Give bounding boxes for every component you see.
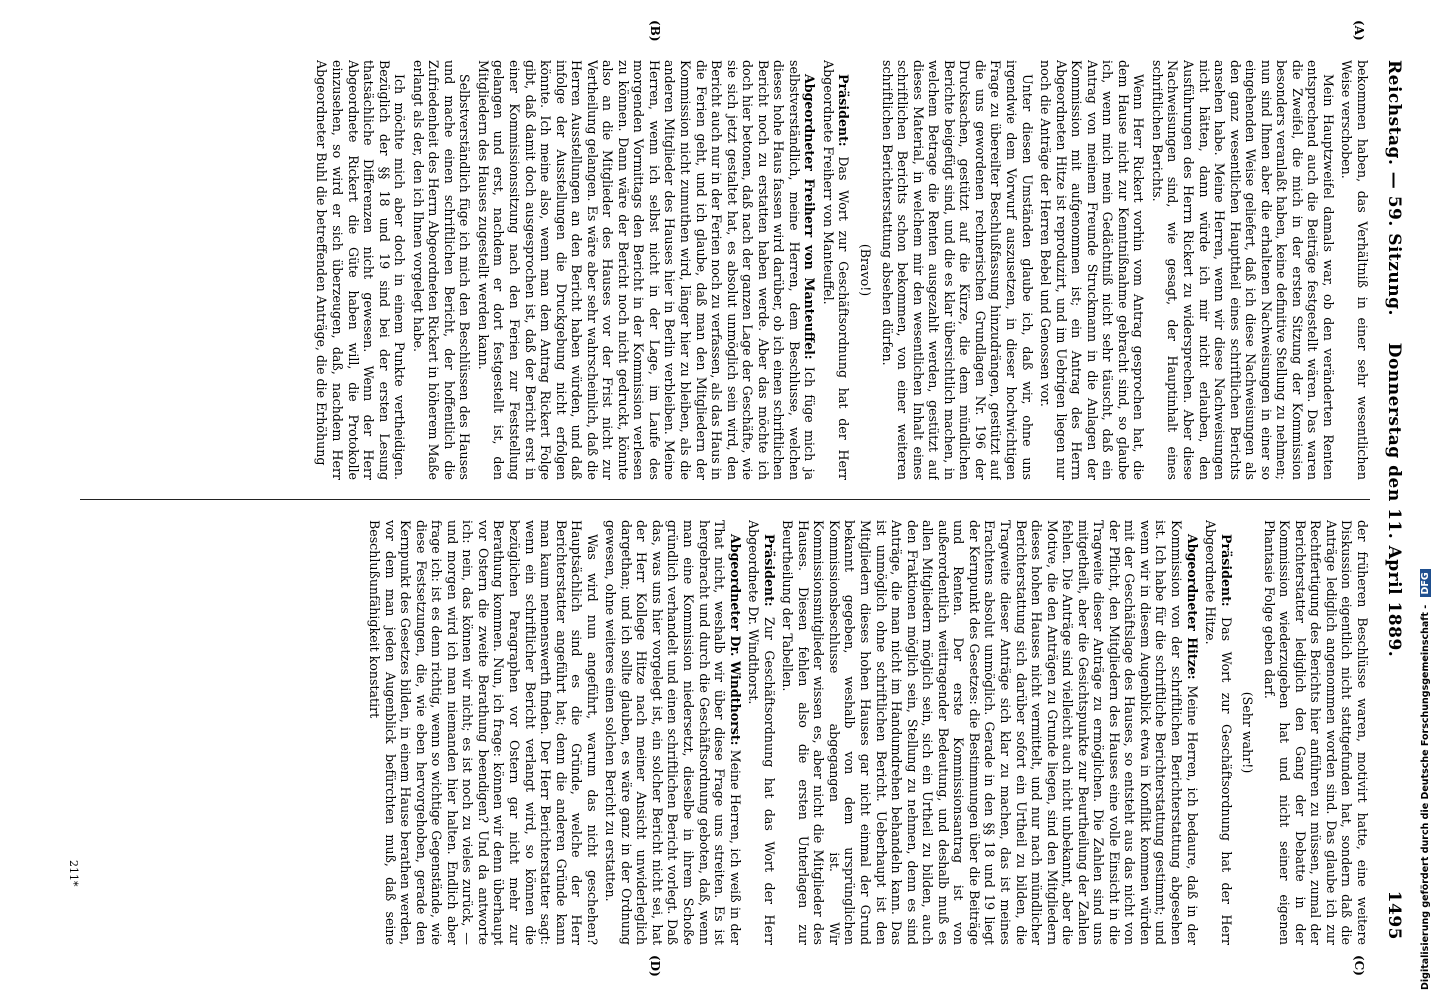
speaker-label: Abgeordneter Hitze: [1184, 534, 1200, 680]
margin-marker-b: (B) [648, 20, 662, 42]
margin-marker-d: (D) [648, 955, 662, 977]
speaker-label: Abgeordneter Freiherr von Manteuffel: [802, 74, 818, 360]
header-left: Reichstag. — 59. Sitzung. [1384, 60, 1404, 316]
paragraph [1203, 520, 1234, 945]
interjection: (Bravo!) [858, 243, 874, 297]
paragraph: Mein Hauptzweifel damals war, ob den veränderten Renten entsprechend auch die Beiträge festgestellt wären. Das waren die Zweifel, die mich in der ersten Sitzung der Kommission besonders veranlaßt haben, keine definitive Stellung zu nehmen; nun sind Ihnen aber die erhaltenen Nachweisungen in einer so eingehenden Weise geliefert, daß ich diese Nachweisungen als den ganz wesentlichen Haupttheil eines schriftlichen Berichts ansehen habe. Meine Herren, wenn wir diese Nachweisungen nicht hätten, dann würde ich mir nicht erlauben, den Ausführungen des Herrn Rickert zu widersprechen. Aber diese Nachweisungen sind, wie gesagt, der Hauptinhalt eines schriftlichen Berichts. [1149, 60, 1336, 480]
paragraph [780, 520, 1200, 945]
page-header [1374, 60, 1404, 940]
paragraph: Selbstverständlich füge ich mich den Beschlüssen des Hauses und mache einen schriftlichen Bericht, der hoffentlich die Zufriedenheit des Herrn Abgeordneten Rickert in höherem Maße erlangt als der, den ich Ihnen vorgelegt habe. [410, 60, 473, 480]
paragraph: Ich möchte mich aber doch in einem Punkte vertheidigen. Bezüglich der §§ 18 und 19 sind bei der ersten Lesung thatsächliche Differenzen nicht gewesen. Wenn der Herr Abgeordnete Rickert die Güte haben will, die Protokolle einzusehen, so wird er sich überzeugen, daß, nachdem Herr Abgeordneter Buhl die betreffenden Anträge, die die Erhöhung [314, 60, 408, 480]
margin-marker-c: (C) [1352, 955, 1366, 976]
paragraph-text: Das Wort zur Geschäftsordnung hat der Herr Abgeordnete Hitze. [1203, 520, 1234, 945]
paragraph: der früheren Beschlüsse waren, motivirt hatte, eine weitere Diskussion eigentlich nicht stattgefunden hat, sondern daß die Anträge lediglich angenommen worden sind. Das glaube ich zur Rechtfertigung des Berichts hier anführen zu müssen, zumal der Berichterstatter lediglich den Gang der Debatte in der Kommission wiederzugeben hat und nicht seiner eigenen Phantasie Folge geben darf. [1261, 520, 1370, 945]
paragraph-text: Meine Herren, ich weiß in der That nicht, weshalb wir über diese Frage uns streiten. Es ist hergebracht und durch die Geschäftsordnung geboten, daß, wenn man eine Kommission niedersetzt, dieselbe in ihrem Schoße gründlich verhandelt und einen schriftlichen Bericht vorlegt. Daß das, was uns hier vorgelegt ist, ein solcher Bericht nicht sei, hat der Herr Kollege Hitze nach meiner Ansicht unwiderleglich dargethan; und ich sollte glauben, es wäre ganz in der Ordnung gewesen, ohne weiteres einen solchen Bericht zu erstatten. [603, 520, 743, 945]
paragraph: bekommen haben, das Verhältniß in einer sehr wesentlichen Weise verschoben. [1339, 60, 1370, 480]
column-divider [80, 499, 1370, 500]
paragraph: Was wird nun angeführt, warum das nicht geschehen? Hauptsächlich sind es die Gründe, welche der Herr Berichterstatter angeführt hat; denn die anderen Gründe kann man kaum nennenswerth finden. Der Herr Berichterstatter sagt: wenn ein schriftlicher Bericht verlangt wird, so können die bezüglichen Paragraphen vor Ostern gar nicht mehr zur Berathung kommen. Nun, ich frage: können wir denn überhaupt vor Ostern die zweite Berathung beendigen? Und da antworte ich: nein, das können wir nicht; es ist noch zu vieles zurück, — und morgen wird ich man niemanden hier halten. Endlich aber frage ich: ist es denn richtig, wenn so wichtige Gegenstände, wie diese Festsetzungen, die, wie eben hervorgehoben, gerade den Kernpunkt des Gesetzes bilden, in einem Hause berathen werden, vor dem man jeden Augenblick befürchten muß, daß seine Beschlußunfähigkeit konstatirt [367, 520, 600, 945]
paragraph [820, 60, 851, 480]
paragraph: Wenn Herr Rickert vorhin vom Antrag gesprochen hat, die dem Hause nicht zur Kenntnißnahme gebracht sind, so glaube ich, wenn mich mein Gedächtniß nicht sehr täuscht, daß ein Antrag von meinem Freunde Struckmann in die Anlagen der Kommission mit aufgenommen ist; ein Antrag des Herrn Abgeordneten Hitze ist reproduzirt, und im Uebrigen liegen nur noch die Anträge der Herren Bebel und Genossen vor. [1038, 60, 1147, 480]
credit-text: Digitalisierung gefördert durch die Deutsche Forschungsgemeinschaft - DFG [1420, 569, 1431, 990]
paragraph-text: Meine Herren, ich bedaure, daß in der Kommission von der schriftlichen Berichterstattung abgesehen ist. Ich habe für die schriftliche Berichterstattung gestimmt; und wenn wir in diesem Augenblick etwa in Konflikt kommen würden mit der Geschäftslage des Hauses, so entsteht aus das nicht von der Pflicht, den Mitgliedern des Hauses eine volle Einsicht in die Tragweite dieser Anträge zu ermöglichen. Die Zahlen sind uns mitgetheilt, aber die Gesichtspunkte zur Beurtheilung der Zahlen fehlen. Die Anträge sind vielleicht auch nicht unbekannt, aber die Motive, die den Anträgen zu Grunde liegen, sind den Mitgliedern dieses hohen Hauses nicht vermittelt, und nur nach mündlicher Berichterstattung sich darüber sofort ein Urtheil zu bilden, die Tragweite dieser Anträge sich klar zu machen, das ist meines Erachtens absolut unmöglich. Gerade in den §§ 18 und 19 liegt der Kernpunkt des Gesetzes: die Bestimmungen über die Beiträge und Renten. Der erste Kommissionsantrag ist von außerordentlich weittragender Bedeutung, und deshalb muß es allen Mitgliedern möglich sein, sich ein Urtheil zu bilden, auch den Fraktionen möglich sein, Stellung zu nehmen, denn es sind Anträge, die man nicht im Handumdrehen behandeln kann. Das ist unmöglich ohne schriftlichen Bericht. Ueberhaupt ist den Mitgliedern dieses hohen Hauses gar nicht einmal der Grund bekannt gegeben, weshalb von dem ursprünglichen Kommissionsbeschlusse abgegangen ist. Wir Kommissionsmitglieder wissen es, aber nicht die Mitglieder des Hauses. Diesen fehlen also die ersten Unterlagen zur Beurtheilung der Tabellen. [780, 520, 1200, 945]
paragraph [475, 60, 817, 480]
interjection: (Sehr wahr!) [1240, 691, 1256, 774]
dfg-logo: DFG [1420, 569, 1431, 597]
paragraph [603, 520, 743, 945]
speaker-label: Präsident: [761, 534, 777, 607]
speaker-label: Präsident: [836, 74, 852, 147]
paragraph [746, 520, 777, 945]
page-number: 1495 [1384, 890, 1404, 940]
header-date: Donnerstag den 11. April 1889. [1384, 342, 1404, 658]
right-column [80, 520, 1370, 945]
paragraph: Unter diesen Umständen glaube ich, daß wir, ohne uns irgendwie dem Vorwurf auszusetzen, in dieser hochwichtigen Frage zu übereilter Beschlußfassung hinzudrängen, gestützt auf die uns gewordenen rechnerischen Grundlagen Nr. 196 der Drucksachen, gestützt auf die Kürze, die dem mündlichen Berichte beigefügt sind, und die es klar übersichtlich machen, in welchem Betrage die Renten ausgezahlt werden, gestützt auf dieses Material, in welchem mir den wesentlichen Inhalt eines schriftlichen Berichts schon bekommen, von einer weiteren schriftlichen Berichterstattung absehen dürfen. [879, 60, 1035, 480]
sheet-signature: 211* [67, 860, 80, 887]
speaker-label: Präsident: [1218, 534, 1234, 607]
paragraph-text: Zur Geschäftsordnung hat das Wort der Herr Abgeordnete Dr. Windthorst. [746, 520, 777, 945]
digitization-credit [1418, 0, 1432, 1000]
margin-marker-a: (A) [1352, 20, 1366, 41]
left-column [80, 60, 1370, 480]
speaker-label: Abgeordneter Dr. Windthorst: [727, 534, 743, 746]
paragraph-text: Ich füge mich ja selbstverständlich, meine Herren, dem Beschlusse, welchen dieses hohe Haus fassen wird darüber, ob ich einen schriftlichen Bericht noch zu erstatten haben werde. Aber das möchte ich doch hier betonen, daß nach der ganzen Lage der Geschäfte, wie sie sich jetzt gestaltet hat, es absolut unmöglich sein wird, den Bericht auch nur in der Ferien noch zu verfassen, als das Haus in die Ferien geht, und ich glaube, daß man den Mitgliedern der Kommission nicht zumuthen wird, länger hier zu bleiben, als die anderen Mitglieder des Hauses hier in Berlin verbleiben. Meine Herren, wenn ich selbst nicht in der Lage, im Laufe des morgenden Vormittags den Bericht in der Kommission verlesen zu können. Dann wäre der Bericht noch nicht gedruckt, könnte also an die Mitglieder des Hauses vor der Frist nicht zur Vertheilung gelangen. Es wäre aber sehr wahrscheinlich, daß die Herren Ausstellungen an den Bericht haben würden, und daß infolge der Ausstellungen die Druckgebung nicht erfolgen könnte. Ich meine also, wenn man dem Antrag Rickert Folge gibt, daß damit doch ausgesprochen ist, daß der Bericht erst in einer Kommissionssitzung nach den Ferien zur Feststellung gelangen und erst, nachdem er dort festgestellt ist, den Mitgliedern des Hauses zugestellt werden kann. [475, 60, 818, 480]
paragraph-text: Das Wort zur Geschäftsordnung hat der Herr Abgeordnete Freiherr von Manteuffel. [820, 60, 852, 480]
